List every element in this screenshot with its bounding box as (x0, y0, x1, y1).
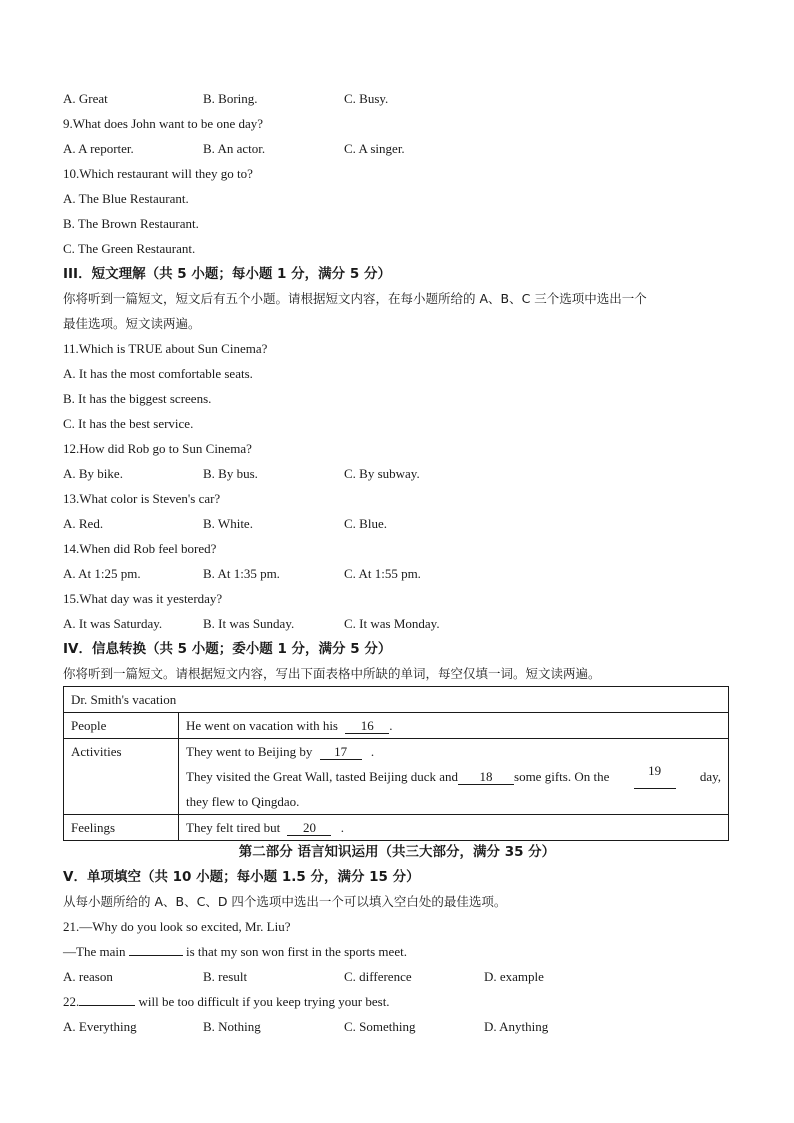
q11-question: 11.Which is TRUE about Sun Cinema? (63, 341, 268, 356)
q9-option-a: A. A reporter. (63, 141, 134, 156)
q13-option-c: C. Blue. (344, 516, 387, 531)
q22-text: will be too difficult if you keep trying your best. (138, 994, 390, 1009)
people-content-cell (179, 713, 729, 739)
people-text: He went on vacation with his (186, 718, 338, 733)
q15-question: 15.What day was it yesterday? (63, 591, 223, 606)
part2-heading: 第二部分 语言知识运用（共三大部分，满分 35 分） (238, 844, 556, 860)
q15-option-c: C. It was Monday. (344, 616, 440, 631)
act2-part-a-wrap (186, 764, 609, 789)
q10-option-c: C. The Green Restaurant. (63, 241, 196, 256)
section4-heading: IV．信息转换（共 5 小题；委小题 1 分，满分 5 分） (63, 641, 392, 657)
table-title-cell (64, 687, 729, 713)
q10-question: 10.Which restaurant will they go to? (63, 166, 253, 181)
q8-option-a: A. Great (63, 91, 108, 106)
q21-line2-a: —The main (63, 944, 126, 959)
q22-option-c: C. Something (344, 1019, 416, 1034)
q12-question: 12.How did Rob go to Sun Cinema? (63, 441, 252, 456)
q21-line1: 21.—Why do you look so excited, Mr. Liu? (63, 919, 291, 934)
q10-option-a: A. The Blue Restaurant. (63, 191, 189, 206)
q15-option-b: B. It was Sunday. (203, 616, 295, 631)
feelings-period: . (340, 820, 344, 835)
q14-question: 14.When did Rob feel bored? (63, 541, 217, 556)
feelings-text: They felt tired but (186, 820, 281, 835)
q8-option-c: C. Busy. (344, 91, 389, 106)
q12-option-a: A. By bike. (63, 466, 123, 481)
q15-option-a: A. It was Saturday. (63, 616, 163, 631)
q12-option-c: C. By subway. (344, 466, 420, 481)
info-table (63, 686, 729, 841)
blank-17[interactable]: 17 (320, 745, 362, 760)
section5-instruction: 从每小题所给的 A、B、C、D 四个选项中选出一个可以填入空白处的最佳选项。 (63, 894, 507, 909)
blank-19[interactable]: 19 (634, 764, 676, 789)
table-row-activities (64, 739, 729, 815)
section3-instruction-line1: 你将听到一篇短文，短文后有五个小题。请根据短文内容，在每小题所给的 A、B、C 三个选项中选出一个 (63, 291, 647, 306)
q13-question: 13.What color is Steven's car? (63, 491, 221, 506)
q22-line (63, 994, 390, 1010)
feelings-content-cell (179, 815, 729, 841)
act1-text: They went to Beijing by (186, 744, 313, 759)
table-row-people (64, 713, 729, 739)
section3-heading: III．短文理解（共 5 小题；每小题 1 分，满分 5 分） (63, 266, 391, 282)
q21-blank[interactable] (129, 955, 183, 956)
q22-option-d: D. Anything (484, 1019, 549, 1034)
feelings-label: Feelings (71, 820, 116, 835)
section4-instruction: 你将听到一篇短文。请根据短文内容，写出下面表格中所缺的单词，每空仅填一词。短文读两遍。 (63, 666, 601, 681)
q9-question: 9.What does John want to be one day? (63, 116, 264, 131)
q21-line2-b: is that my son won first in the sports meet. (185, 944, 407, 959)
q22-option-b: B. Nothing (203, 1019, 261, 1034)
act2-part-a: They visited the Great Wall, tasted Beijing duck and (186, 769, 459, 784)
q11-option-a: A. It has the most comfortable seats. (63, 366, 253, 381)
q11-option-b: B. It has the biggest screens. (63, 391, 212, 406)
q21-line2 (63, 944, 407, 960)
q22-number: 22. (63, 994, 80, 1009)
activities-line-2 (186, 764, 721, 789)
people-line (186, 713, 721, 738)
activities-line-3: they flew to Qingdao. (186, 794, 300, 809)
act1-period: . (370, 744, 375, 759)
q9-option-c: C. A singer. (344, 141, 405, 156)
q22-option-a: A. Everything (63, 1019, 137, 1034)
table-title-row (64, 687, 729, 713)
activities-content-cell (179, 739, 729, 815)
table-row-feelings (64, 815, 729, 841)
act2-part-c: day, (699, 769, 721, 784)
q13-option-b: B. White. (203, 516, 253, 531)
activities-label-cell (64, 739, 179, 815)
blank-18[interactable]: 18 (458, 770, 514, 785)
table-title: Dr. Smith's vacation (71, 692, 177, 707)
people-period: . (389, 718, 393, 733)
q21-option-b: B. result (203, 969, 248, 984)
q11-option-c: C. It has the best service. (63, 416, 194, 431)
q21-option-a: A. reason (63, 969, 113, 984)
feelings-line (186, 815, 721, 840)
activities-line-1 (186, 739, 721, 764)
q9-option-b: B. An actor. (203, 141, 266, 156)
q14-option-a: A. At 1:25 pm. (63, 566, 141, 581)
section3-instruction-line2: 最佳选项。短文读两遍。 (63, 316, 201, 331)
people-label-cell (64, 713, 179, 739)
activities-label: Activities (71, 744, 122, 759)
q13-option-a: A. Red. (63, 516, 104, 531)
section5-heading: V．单项填空（共 10 小题；每小题 1.5 分，满分 15 分） (63, 869, 420, 885)
q14-option-b: B. At 1:35 pm. (203, 566, 280, 581)
q10-option-b: B. The Brown Restaurant. (63, 216, 199, 231)
q21-option-d: D. example (484, 969, 544, 984)
people-label: People (71, 718, 107, 733)
q14-option-c: C. At 1:55 pm. (344, 566, 421, 581)
q12-option-b: B. By bus. (203, 466, 258, 481)
feelings-label-cell (64, 815, 179, 841)
blank-20[interactable]: 20 (287, 821, 331, 836)
q8-option-b: B. Boring. (203, 91, 258, 106)
q22-blank[interactable] (79, 1005, 135, 1006)
blank-16[interactable]: 16 (345, 719, 389, 734)
act2-part-b: some gifts. On the (514, 769, 610, 784)
q21-option-c: C. difference (344, 969, 412, 984)
